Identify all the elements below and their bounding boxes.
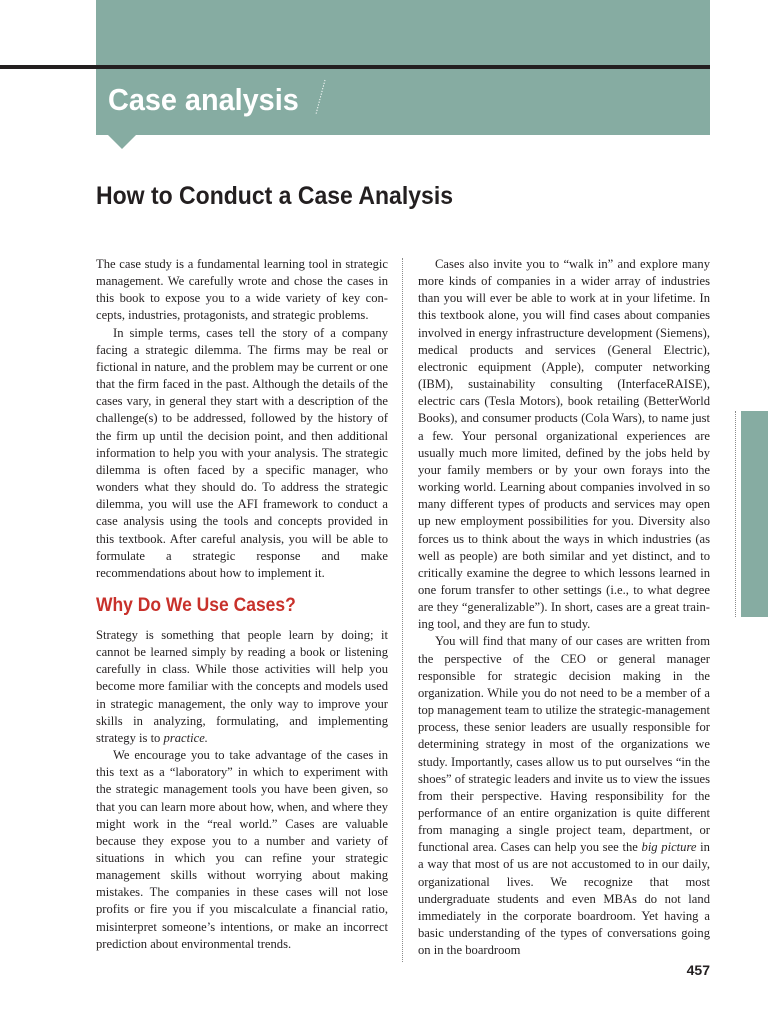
side-tab: [741, 411, 768, 617]
intro-paragraph-1: The case study is a fundamental learning tool in strategic management. We carefully wrote and chose the cases in this book to expose you to a wide variety of key concepts, industries, protagonists, and strategic problems.: [96, 257, 388, 323]
right-column: [418, 256, 710, 959]
left-column: [96, 256, 388, 953]
right-paragraph-1: Cases also invite you to “walk in” and explore many more kinds of companies in a wider array of industries than you will ever be able to work at in your lifetime. In this textbook alone, you will find cases about companies involved in energy infrastructure development (Siemens), medical products and services (General Electric), electronic equipment (Apple), computer networking (IBM), sustainability consulting (InterfaceRAISE), electric cars (Tesla Motors), book retailing (BetterWorld Books), and consumer products (Cola Wars), to name just a few. Your personal organizational experiences are usually much more limited, defined by the jobs held by your family members or by your own forays into the working world. Learning about companies involved in so many different types of products and services may open up new employment possibilities for you. Diversity also forces us to think about the ways in which industries (as well as people) are both similar and yet distinct, and to critically examine the degree to which lessons learned in one forum transfer to other settings (i.e., to what degree are they “generalizable”). In short, cases are a great training tool, and they are fun to study.: [418, 257, 710, 632]
page-number: 457: [686, 962, 710, 978]
why-paragraph-1: [96, 627, 388, 747]
header-rule: [0, 65, 710, 69]
why-paragraph-1-text: Strategy is something that people learn by doing; it cannot be learned simply by reading a book or listening carefully in class. While those activities will help you become more familiar with the concepts and models used in strategic management, the only way to improve your skills in analyzing, formulating, and implementing strategy is to: [96, 627, 388, 745]
intro-paragraph-2: In simple terms, cases tell the story of a company facing a strategic dilemma. The firms may be real or fictional in nature, and the problem may be current or one that the firm faced in the past. Although the details of the cases vary, in general they start with a description of the challenge(s) to be addressed, followed by the history of the firm up until the decision point, and then additional information to help you with your analysis. The strategic dilemma is often faced by a specific manager, who wonders what they should do. To address the strategic dilemma, you will use the AFI framework to conduct a case analysis using the tools and concepts provided in this textbook. After careful analysis, you will be able to formulate a strategic response and make recommendations about how to implement it.: [96, 325, 388, 580]
right-paragraph-2-start: You will find that many of our cases are written from the perspective of the CEO or general manager responsible for strategic decision making in the organization. While you do not need to be a member of a top management team to utilize the strategic-management process, these senior leaders are usually responsible for determining strategy in most of the organizations we study. Importantly, cases allow us to put ourselves “in the shoes” of strategic leaders and invite us to view the issues from their perspective. Having responsibility for the performance of an entire organization is quite different from managing a single project team, department, or functional area. Cases can help you see the: [418, 634, 710, 855]
page-heading: How to Conduct a Case Analysis: [96, 182, 454, 210]
right-paragraph-2: [418, 633, 710, 959]
why-paragraph-2: We encourage you to take advantage of the cases in this text as a “laboratory” in which to experiment with the strategic management tools you have been given, so that you can learn more about how, when, and where they might work in the “real world.” Cases are valuable because they expose you to a number and variety of situations in which you can refine your strategic management skills without worrying about making mistakes. The companies in these cases will not lose profits or fire you if you miscalculate a financial ratio, misinterpret someone’s intentions, or make an incorrect prediction about environmental trends.: [96, 748, 388, 951]
header-pointer: [108, 135, 136, 149]
title-slash-decoration: [313, 78, 327, 116]
right-paragraph-2-emphasis: big picture: [641, 840, 697, 855]
why-paragraph-1-emphasis: practice.: [163, 730, 208, 745]
right-paragraph-2-end: in a way that most of us are not accustomed to in our daily, organizational lives. We recognize that most undergraduate students and even MBAs do not land immediately in the corporate boardroom. Yet having a basic understanding of the types of conversations going on in the boardroom: [418, 840, 710, 958]
side-tab-dotted-rule: [735, 411, 736, 617]
column-divider: [402, 258, 403, 962]
subheading-why-cases: Why Do We Use Cases?: [96, 594, 296, 616]
section-title: Case analysis: [108, 82, 299, 117]
